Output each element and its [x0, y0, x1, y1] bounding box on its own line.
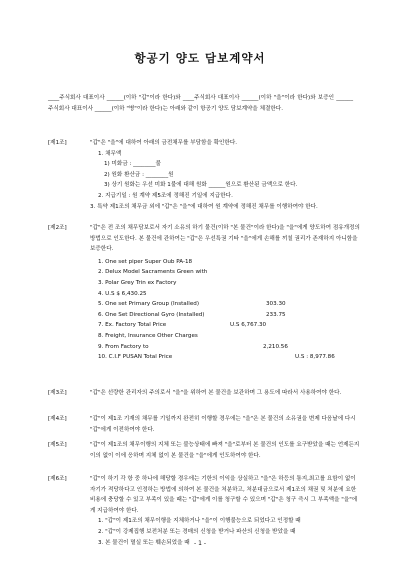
article-6-item-2: 2. "갑"이 강제집행 보전처분 또는 경매의 신청을 받거나 파산의 신청을 받았을 때 — [98, 528, 296, 535]
list-item: 9. From Factory to 2,210.56 — [98, 343, 288, 350]
list-item: 10. C.I.F PUSAN Total Price U.S : 8,977.86 — [98, 354, 335, 361]
article-3-heading: [제3조] — [48, 390, 67, 396]
article-1-heading: [제1조] — [48, 140, 67, 146]
list-item: 5. One set Primary Group (Installed) 303.30 — [98, 301, 286, 308]
article-6 — [48, 474, 360, 548]
list-item: 4. U.S $ 6,430.25 — [98, 290, 147, 297]
article-4-text: "갑"이 제1조 기재의 채무를 기일까지 완전히 이행할 경우에는 "을"은 본 물건의 소유권을 변제 다음날에 다시 "갑"에게 이전하여야 한다. — [90, 416, 356, 433]
article-5-text: "갑"이 제1조의 채무이행의 지체 또는 불능상태에 빠져 "을"로부터 본 물건의 인도를 요구받았을 때는 언제든지 이의 없이 이에 응하며 지체 없이 본 물건을 "을"에게 인도하여야 한다. — [90, 442, 360, 459]
page-number: - 1 - — [194, 540, 206, 547]
article-2-text: "갑"은 전 조의 채무담보로서 자기 소유의 하기 물건(이하 "본 물건"이라 한다)을 "을"에게 양도하여 점유개정의 방법으로 인도한다. 본 물건에 관하여는 "갑"은 우선특권 기타 "을"에게 손해를 끼칠 권리가 존재하지 아니함을 보증한다. — [90, 225, 360, 253]
article-4 — [48, 414, 360, 435]
document-title: 항공기 양도 담보계약서 — [134, 51, 266, 65]
article-6-text: "갑"이 하기 각 항 중 하나에 해당할 경우에는 기한의 이익을 상실하고 "을"은 하등의 통지,최고를 요함이 없이 자기가 적당하다고 인정하는 방법에 의하여 본 물건을 처분하고, 처분대금으로서 제1조의 채권 및 처분에 요한 비용에 충당할 수 있고 부족이 있을 때는 "갑"에게 이를 청구할 수 있으며 "갑"은 청구 즉시 그 부족액을 "을"에게 지급하여야 한다. — [90, 476, 358, 514]
article-3 — [48, 388, 360, 399]
article-1-item-2: 2. 지급기일 : 원 계약 제5조에 정해진 기일에 지급한다. — [98, 192, 233, 199]
article-2-item-list — [90, 257, 360, 363]
list-item: 2. Delux Model Sacraments Green with — [98, 269, 208, 276]
article-1-item-1c: 3) 상기 원화는 우선 미화 1불에 대해 원화 ______원으로 환산된 금액으로 한다. — [104, 182, 298, 189]
article-5 — [48, 440, 360, 461]
article-1-text: "갑"은 "을"에 대하여 아래의 금전채무를 부담함을 확인한다. — [90, 140, 238, 146]
article-2-heading: [제2조] — [48, 225, 67, 231]
article-6-heading: [제6조] — [48, 476, 67, 482]
list-item: 8. Freight, Insurance Other Charges — [98, 332, 198, 339]
list-item: 3. Polar Grey Trin ex Factory — [98, 279, 177, 286]
list-item: 6. One Set Directional Gyro (Installed) 233.75 — [98, 311, 286, 318]
article-1-item-1b: 2) 원화 환산금 : ________원 — [104, 171, 174, 178]
article-6-item-3: 3. 본 물건이 멸실 또는 훼손되었을 때 — [98, 539, 190, 546]
article-2 — [48, 223, 360, 363]
article-1-item-1a: 1) 미화금 : ________불 — [104, 161, 161, 168]
article-6-item-1: 1. "갑"이 제1조의 채무이행을 지체하거나 "을"이 이행불능으로 되었다고 인정할 때 — [98, 518, 301, 525]
list-item: 7. Ex. Factory Total Price U.S 6,767.30 — [98, 322, 267, 329]
article-1-item-1: 1. 채무액 — [98, 150, 122, 157]
intro-paragraph: ____주식회사 대표이사 ______(이하 "갑"이라 한다)와 ____주식회사 대표이사 ______(이하 "을"이라 한다)와 보증인 ______ 주식회사 대표이사 ______(이하 "병"이라 한다)는 아래와 같이 항공기 양도 담보계약을 체결한다. — [48, 95, 353, 112]
list-item: 1. One set piper Super Oub PA-18 — [98, 258, 193, 265]
article-5-heading: [제5조] — [48, 442, 67, 448]
article-1-item-3: 3. 특약 제1조의 채무금 외에 "갑"은 "을"에 대하여 원 계약에 정해진 채무를 이행하여야 한다. — [90, 203, 318, 210]
article-3-text: "갑"은 선량한 관리자의 주의로서 "을"을 위하여 본 물건을 보관하며 그 용도에 따라서 사용하여야 한다. — [90, 390, 342, 396]
article-4-heading: [제4조] — [48, 416, 67, 422]
article-1 — [48, 138, 360, 212]
